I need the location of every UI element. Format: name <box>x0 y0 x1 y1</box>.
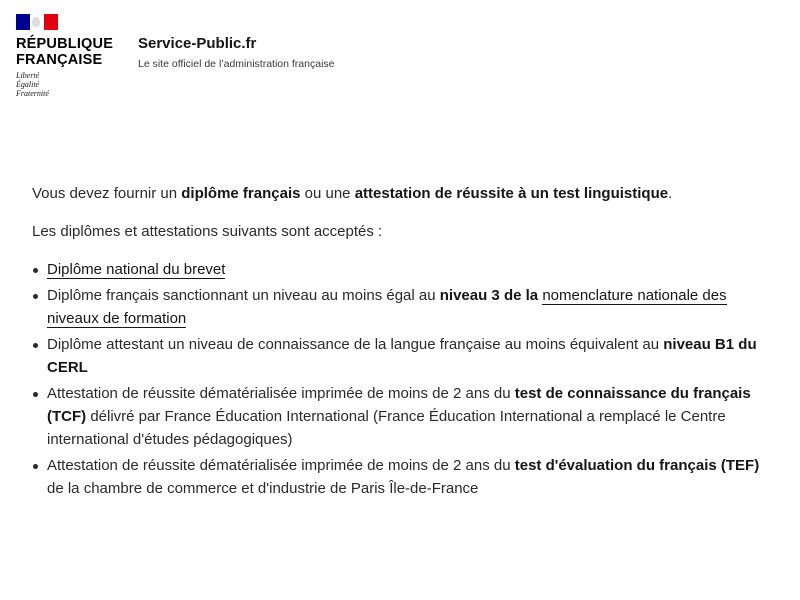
list-item <box>32 454 767 500</box>
french-flag-icon <box>16 14 58 30</box>
intro-bold-diplome: diplôme français <box>181 185 301 202</box>
intro-text-1: Vous devez fournir un <box>32 185 182 202</box>
brevet-link[interactable]: Diplôme national du brevet <box>47 261 226 278</box>
item-text: Attestation de réussite dématérialisée imprimée de moins de 2 ans du <box>47 457 515 474</box>
intro-bold-attestation: attestation de réussite à un test linguistique <box>354 185 669 202</box>
item-bold: test d'évaluation du français (TEF) <box>514 457 760 474</box>
item-bold: niveau 3 de la <box>439 287 539 304</box>
site-title[interactable]: Service-Public.fr <box>138 35 257 52</box>
item-text: Diplôme attestant un niveau de connaissance de la langue française au moins équivalent au <box>47 336 664 353</box>
intro-text-2: ou une <box>300 185 355 202</box>
republique-francaise-name: RÉPUBLIQUE FRANÇAISE <box>16 36 114 68</box>
site-header <box>0 0 800 108</box>
main-content <box>32 182 767 503</box>
nomenclature-link[interactable]: nomenclature nationale des niveaux de formation <box>47 287 727 327</box>
item-text: délivré par France Éducation International (France Éducation International a remplacé le Centre international d'études pédagogiques) <box>47 408 726 448</box>
intro-text-3: . <box>668 185 673 202</box>
site-brand[interactable] <box>138 35 335 71</box>
list-item <box>32 333 767 379</box>
item-bold: niveau B1 du CERL <box>47 336 757 376</box>
devise-liberte: Liberté <box>16 71 40 80</box>
item-text: Attestation de réussite dématérialisée imprimée de moins de 2 ans du <box>47 385 515 402</box>
republique-francaise-logo[interactable] <box>16 14 126 98</box>
accepted-documents-list <box>32 258 767 500</box>
devise-egalite: Égalité <box>16 80 40 89</box>
intro-paragraph <box>32 182 767 205</box>
devise-fraternite: Fraternité <box>16 89 49 98</box>
list-item <box>32 284 767 330</box>
site-tagline: Le site officiel de l’administration française <box>138 58 335 70</box>
list-item <box>32 258 767 281</box>
list-item <box>32 382 767 451</box>
item-text: Diplôme français sanctionnant un niveau au moins égal au <box>47 287 440 304</box>
accepted-label: Les diplômes et attestations suivants sont acceptés : <box>32 223 383 240</box>
item-bold: test de connaissance du français (TCF) <box>47 385 751 425</box>
item-text: de la chambre de commerce et d'industrie de Paris Île-de-France <box>47 480 479 497</box>
devise <box>16 71 126 98</box>
